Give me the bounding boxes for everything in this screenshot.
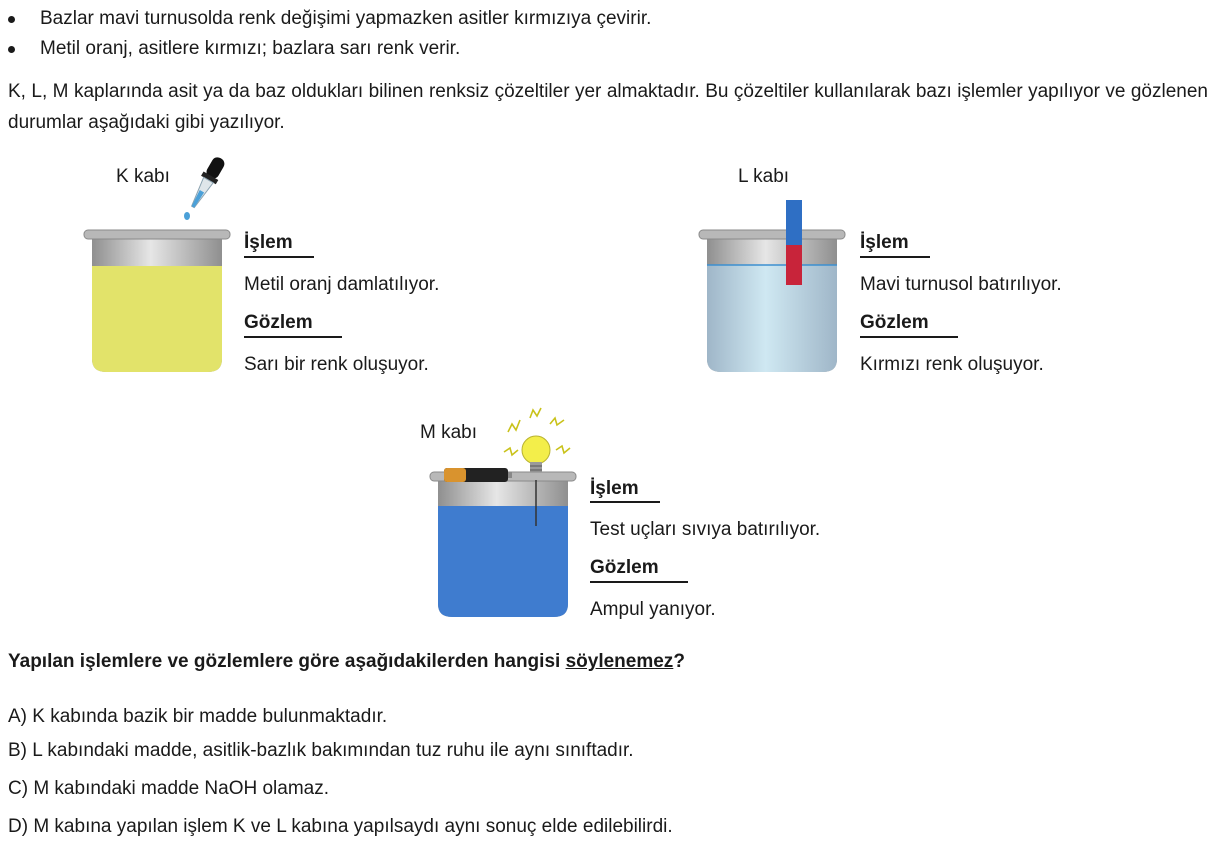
l-islem-text: Mavi turnusol batırılıyor. [860,274,1062,295]
k-islem-underline [244,256,314,258]
option-d[interactable]: D) M kabına yapılan işlem K ve L kabına yapılsaydı aynı sonuç elde edilebilirdi. [8,816,673,837]
question-text [8,651,685,673]
k-gozlem-heading: Gözlem [244,312,313,333]
l-gozlem-text: Kırmızı renk oluşuyor. [860,354,1044,375]
m-islem-heading: İşlem [590,478,639,499]
m-islem-text: Test uçları sıvıya batırılıyor. [590,519,821,540]
option-b[interactable]: B) L kabındaki madde, asitlik-bazlık bakımından tuz ruhu ile aynı sınıftadır. [8,740,634,761]
beaker-k [82,224,232,376]
litmus-paper-red [786,245,802,285]
l-gozlem-underline [860,336,958,338]
question-mark: ? [673,651,685,672]
k-islem-heading: İşlem [244,232,293,253]
k-container-label: K kabı [116,166,170,187]
beaker-l [697,195,847,377]
liquid-l [707,265,837,372]
m-gozlem-heading: Gözlem [590,557,659,578]
k-gozlem-underline [244,336,342,338]
litmus-paper-blue [786,200,802,245]
l-container-label: L kabı [738,166,790,187]
dropper-icon [175,150,235,225]
l-islem-underline [860,256,930,258]
k-islem-text: Metil oranj damlatılıyor. [244,274,440,295]
intro-paragraph: K, L, M kaplarında asit ya da baz oldukları bilinen renksiz çözeltiler yer almaktadır. Bu çözeltiler kullanılarak bazı işlemler yapılıyor ve gözlenen durumlar aşağıdaki gibi yazılıyor. [8,81,1208,133]
bullet-marker [8,46,15,53]
option-a[interactable]: A) K kabında bazik bir madde bulunmaktadır. [8,706,388,727]
k-gozlem-text: Sarı bir renk oluşuyor. [244,354,429,375]
option-c[interactable]: C) M kabındaki madde NaOH olamaz. [8,778,330,799]
bullet-text: Bazlar mavi turnusolda renk değişimi yapmazken asitler kırmızıya çevirir. [40,8,652,29]
liquid-k [92,266,222,372]
m-islem-underline [590,501,660,503]
bullet-text: Metil oranj, asitlere kırmızı; bazlara sarı renk verir. [40,38,461,59]
bullet-marker [8,16,15,23]
m-gozlem-underline [590,581,688,583]
liquid-m [438,506,568,617]
m-gozlem-text: Ampul yanıyor. [590,599,716,620]
l-islem-heading: İşlem [860,232,909,253]
battery-icon [444,468,512,482]
l-gozlem-heading: Gözlem [860,312,929,333]
question-text-main: Yapılan işlemlere ve gözlemlere göre aşağıdakilerden hangisi [8,651,566,672]
question-emphasis: söylenemez [565,651,674,672]
beaker-m [428,466,578,622]
m-container-label: M kabı [420,422,478,443]
